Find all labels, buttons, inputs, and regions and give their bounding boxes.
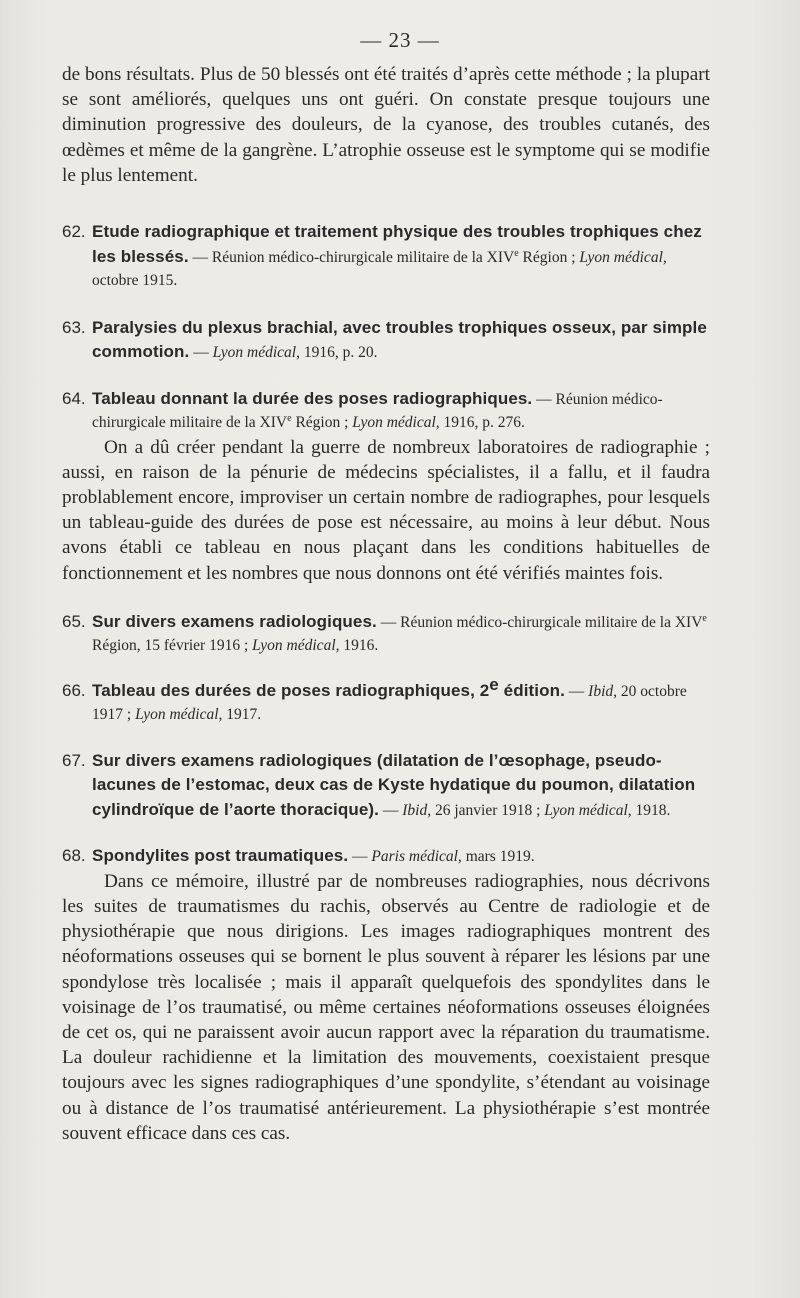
entry-title-cont: édition. xyxy=(498,680,565,700)
entry-title: Sur divers examens radiologiques (dilatation de l’œsophage, pseudo-lacunes de l’estomac, deux cas de Kyste hydatique du poumon, dilatation cylindroïque de l’aorte thoracique). xyxy=(92,750,696,819)
entry-date: octobre 1915. xyxy=(92,272,178,290)
entry-journal: Lyon médical, xyxy=(212,344,300,362)
bibliography-entry-68 xyxy=(62,844,710,869)
bibliography-entry-66 xyxy=(62,674,710,727)
superscript: e xyxy=(287,412,292,424)
entry-date: 1916. xyxy=(339,637,379,655)
bibliography-entry-62 xyxy=(62,220,710,293)
entry-source: — Réunion médico-chirurgicale militaire de la XIV xyxy=(92,390,663,432)
entry-title: Spondylites post traumatiques. xyxy=(92,846,349,866)
entry-number: 67. xyxy=(62,750,86,770)
entry-source-mid: 20 octobre 1917 ; xyxy=(92,682,687,724)
entry-date: 1916, p. 20. xyxy=(299,344,378,362)
entry-date: 1916, p. 276. xyxy=(439,414,525,432)
entry-journal: Paris médical, xyxy=(371,848,462,866)
entry-journal: Lyon médical, xyxy=(579,248,667,266)
entry-number: 65. xyxy=(62,611,86,631)
entry-ibid: Ibid, xyxy=(588,682,618,700)
entry-title: Tableau donnant la durée des poses radiographiques. xyxy=(92,388,533,408)
page-body xyxy=(62,62,710,1146)
entry-source-mid: 26 janvier 1918 ; xyxy=(431,801,545,819)
entry-number: 66. xyxy=(62,680,86,700)
entry-source: — Réunion médico-chirurgicale militaire de la XIV xyxy=(376,613,703,631)
entry-number: 64. xyxy=(62,388,86,408)
bibliography-entry-64 xyxy=(62,387,710,435)
entry-title: Sur divers examens radiologiques. xyxy=(92,611,377,631)
entry-date: mars 1919. xyxy=(461,848,535,866)
bibliography-entry-65 xyxy=(62,610,710,658)
superscript: e xyxy=(702,612,707,624)
intro-paragraph: de bons résultats. Plus de 50 blessés ont été traités d’après cette méthode ; la plupart se sont améliorés, quelques uns ont guéri. On constate presque toujours une diminution progressive des douleurs, de la cyanose, des troubles cutanés, des œdèmes et même de la gangrène. L’atrophie osseuse est le symptome qui se modifie le plus lentement. xyxy=(62,64,710,186)
entry-source-cont: Région ; xyxy=(518,248,576,266)
entry-source: — xyxy=(348,848,372,866)
bibliography-entry-67 xyxy=(62,749,710,823)
entry-journal: Lyon médical, xyxy=(252,637,340,655)
entry-source-cont: Région ; xyxy=(291,414,353,432)
entry-number: 63. xyxy=(62,317,86,337)
entry-source-cont: Région, 15 février 1916 ; xyxy=(92,637,253,655)
entry-64-paragraph: On a dû créer pendant la guerre de nombreux laboratoires de radiographie ; aussi, en raison de la pénurie de médecins spécialistes, il a fallu, et il faudra problablement encore, improviser un certain nombre de radiographes, pour lesquels un tableau-guide des durées de pose est nécessaire, au moins à leur début. Nous avons établi ce tableau en nous plaçant dans les conditions habituelles de fonctionnement et les nombres que nous donnons ont été vérifiés maintes fois. xyxy=(62,436,710,584)
entry-title: Etude radiographique et traitement physique des troubles trophiques chez les blessés. xyxy=(92,222,702,266)
entry-ibid: Ibid, xyxy=(402,801,432,819)
entry-source: — xyxy=(378,801,403,819)
entry-source: — xyxy=(564,682,589,700)
entry-68-paragraph: Dans ce mémoire, illustré par de nombreuses radiographies, nous décrivons les suites de traumatismes du rachis, observés au Centre de radiologie et de physiothérapie que nous dirigions. Les images radiographiques montrent des néoformations osseuses qui se bornent le plus souvent à réparer les lésions par une spondylose très localisée ; mais il apparaît quelquefois des spondylites dans le voisinage de l’os traumatisé, ou même certaines néoformations osseuses éloignées de cet os, qui ne paraissent avoir aucun rapport avec la réparation du traumatisme. La douleur rachidienne et la limitation des mouvements, coexistaient presque toujours avec les signes radiographiques d’une spondylite, s’étendant au voisinage ou à distance de l’os traumatisé antérieurement. La physiothérapie s’est montrée souvent efficace dans ces cas. xyxy=(62,870,710,1144)
entry-source: — xyxy=(189,344,213,362)
superscript: e xyxy=(514,247,519,259)
entry-number: 62. xyxy=(62,222,86,242)
entry-source: — Réunion médico-chirurgicale militaire de la XIV xyxy=(188,248,515,266)
entry-journal: Lyon médical, xyxy=(544,801,632,819)
entry-journal: Lyon médical, xyxy=(352,414,440,432)
bibliography-entry-63 xyxy=(62,316,710,365)
entry-date: 1917. xyxy=(222,706,262,724)
entry-title: Tableau des durées de poses radiographiques, 2 xyxy=(92,680,490,700)
entry-title: Paralysies du plexus brachial, avec troubles trophiques osseux, par simple commotion. xyxy=(92,317,707,362)
superscript: e xyxy=(489,674,499,694)
entry-number: 68. xyxy=(62,846,86,866)
page-number: — 23 — xyxy=(360,28,440,52)
entry-journal: Lyon médical, xyxy=(135,706,223,724)
entry-date: 1918. xyxy=(631,801,671,819)
